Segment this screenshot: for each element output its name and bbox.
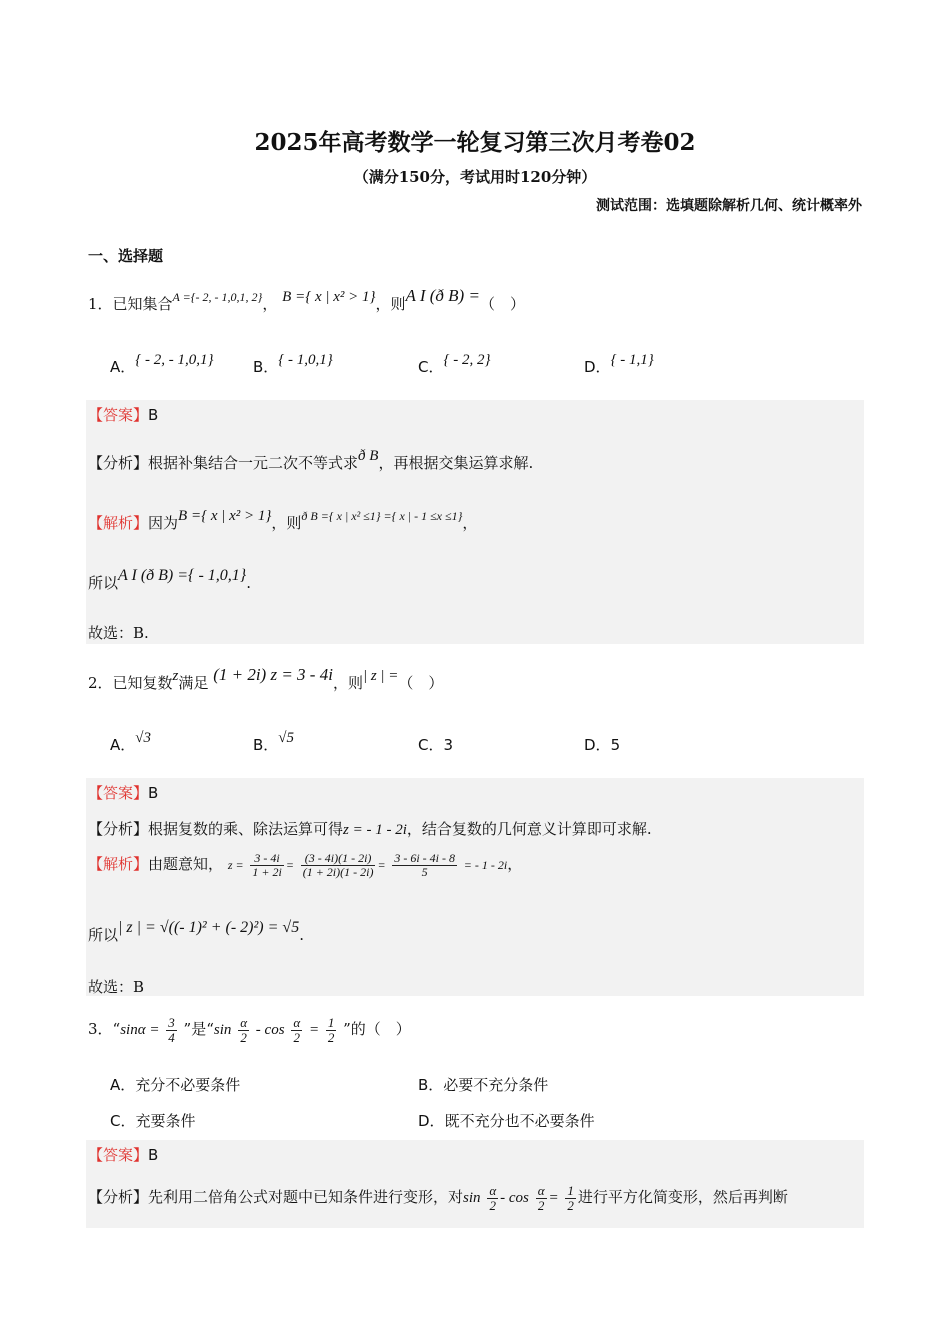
q3-fraction-three-quarters: $\frac{3}{4}$: [168, 1015, 175, 1045]
q3-analysis-fraction-3: $\frac{1}{2}$: [567, 1183, 574, 1213]
q1-paren: （ ）: [479, 295, 525, 313]
q1-pick: 故选：B.: [88, 624, 149, 642]
q2-option-b[interactable]: B．√5: [253, 730, 295, 754]
q3-fraction-alpha-half-1: $\frac{\alpha}{2}$: [240, 1015, 248, 1045]
q3-option-b[interactable]: B．必要不充分条件: [418, 1076, 549, 1094]
q2-answer-line: 【答案】B: [88, 784, 159, 802]
q3-fraction-half: $\frac{1}{2}$: [327, 1015, 335, 1045]
q2-analysis: 【分析】根据复数的乘、除法运算可得z = - 1 - 2i，结合复数的几何意义计算即可求解.: [88, 820, 652, 838]
q3-option-a[interactable]: A．充分不必要条件: [110, 1076, 241, 1094]
q1-analysis: 【分析】根据补集结合一元二次不等式求ð B，再根据交集运算求解.: [88, 448, 534, 472]
q1-comma: ，: [262, 295, 278, 313]
q3-analysis-fraction-2: $\frac{\alpha}{2}$: [537, 1183, 545, 1213]
q3-analysis-fraction-1: $\frac{\alpha}{2}$: [489, 1183, 497, 1213]
q3-option-d[interactable]: D．既不充分也不必要条件: [418, 1112, 595, 1130]
q3-answer-line: 【答案】B: [88, 1146, 159, 1164]
q1-answer-line: 【答案】B: [88, 406, 159, 424]
q2-option-d[interactable]: D．5: [584, 736, 621, 754]
q3-option-c[interactable]: C．充要条件: [110, 1112, 196, 1130]
q1-option-a[interactable]: A．{ - 2, - 1,0,1}: [110, 352, 214, 376]
question-3: 3．“sinα = $\frac{3}{4}$ ”是“sin $\frac{\alpha}{2}$ - cos $\frac{\alpha}{2}$ = $\frac{1}{2}$ ”的（ ）: [88, 1015, 411, 1045]
q2-pick: 故选：B: [88, 978, 145, 996]
q2-fraction-1: $\frac{3 - 4i}{1 + 2i}$: [252, 851, 282, 879]
q1-set-b: B ={ x | x² > 1}: [282, 289, 376, 305]
q1-option-c[interactable]: C．{ - 2, 2}: [418, 352, 491, 376]
page-subtitle: （满分150分，考试用时120分钟）: [353, 168, 597, 186]
q3-fraction-alpha-half-2: $\frac{\alpha}{2}$: [293, 1015, 301, 1045]
page-title: 2025年高考数学一轮复习第三次月考卷02: [254, 129, 696, 156]
q3-answer-box: [86, 1140, 864, 1228]
test-scope: 测试范围：选填题除解析几何、统计概率外: [596, 198, 862, 214]
q2-fraction-3: $\frac{3 - 6i - 4i - 8}{5}$: [394, 851, 455, 879]
q2-answer-box: [86, 778, 864, 996]
q2-equation: (1 + 2i) z = 3 - 4i: [213, 665, 333, 684]
question-1: [88, 286, 525, 314]
question-2: 2．已知复数z满足 (1 + 2i) z = 3 - 4i，则| z | =（ ）: [88, 665, 444, 692]
q2-solution: 【解析】由题意知， z = $\frac{3 - 4i}{1 + 2i}$ = $\frac{(3 - 4i)(1 - 2i)}{(1 + 2i)(1 - 2i)}$ = $\frac{3 - 6i - 4i - 8}{5}$ = - 1 - 2i，: [88, 851, 523, 879]
q1-then: ，则: [375, 295, 406, 313]
q2-fraction-2: $\frac{(3 - 4i)(1 - 2i)}{(1 + 2i)(1 - 2i)}$: [302, 851, 374, 879]
q1-prefix: 1．已知集合: [88, 295, 173, 313]
q2-conclusion: 所以| z | = √((- 1)² + (- 2)²) = √5.: [88, 919, 304, 944]
q2-option-a[interactable]: A．√3: [110, 730, 151, 754]
q1-solution: 【解析】因为B ={ x | x² > 1}，则$^{ð B =\{ x | x^2 \le 1\} =\{ x | - 1 \le x \le 1\}}$，: [88, 508, 478, 532]
q1-expression: A I (ð B) =: [405, 286, 480, 305]
section-title: 一、选择题: [88, 247, 164, 265]
q3-analysis: 【分析】先利用二倍角公式对题中已知条件进行变形，对sin $\frac{\alpha}{2}$ - cos $\frac{\alpha}{2}$ = $\frac{1}{2}$ 进行平方化简变形，然后再判断: [88, 1183, 788, 1213]
q1-option-d[interactable]: D．{ - 1,1}: [584, 352, 654, 376]
q2-option-c[interactable]: C．3: [418, 736, 454, 754]
q1-conclusion: 所以A I (ð B) ={ - 1,0,1}.: [88, 567, 251, 592]
q1-set-a: A ={- 2, - 1,0,1, 2}: [172, 290, 263, 304]
q1-answer-box: [86, 400, 864, 644]
q1-option-b[interactable]: B．{ - 1,0,1}: [253, 352, 333, 376]
